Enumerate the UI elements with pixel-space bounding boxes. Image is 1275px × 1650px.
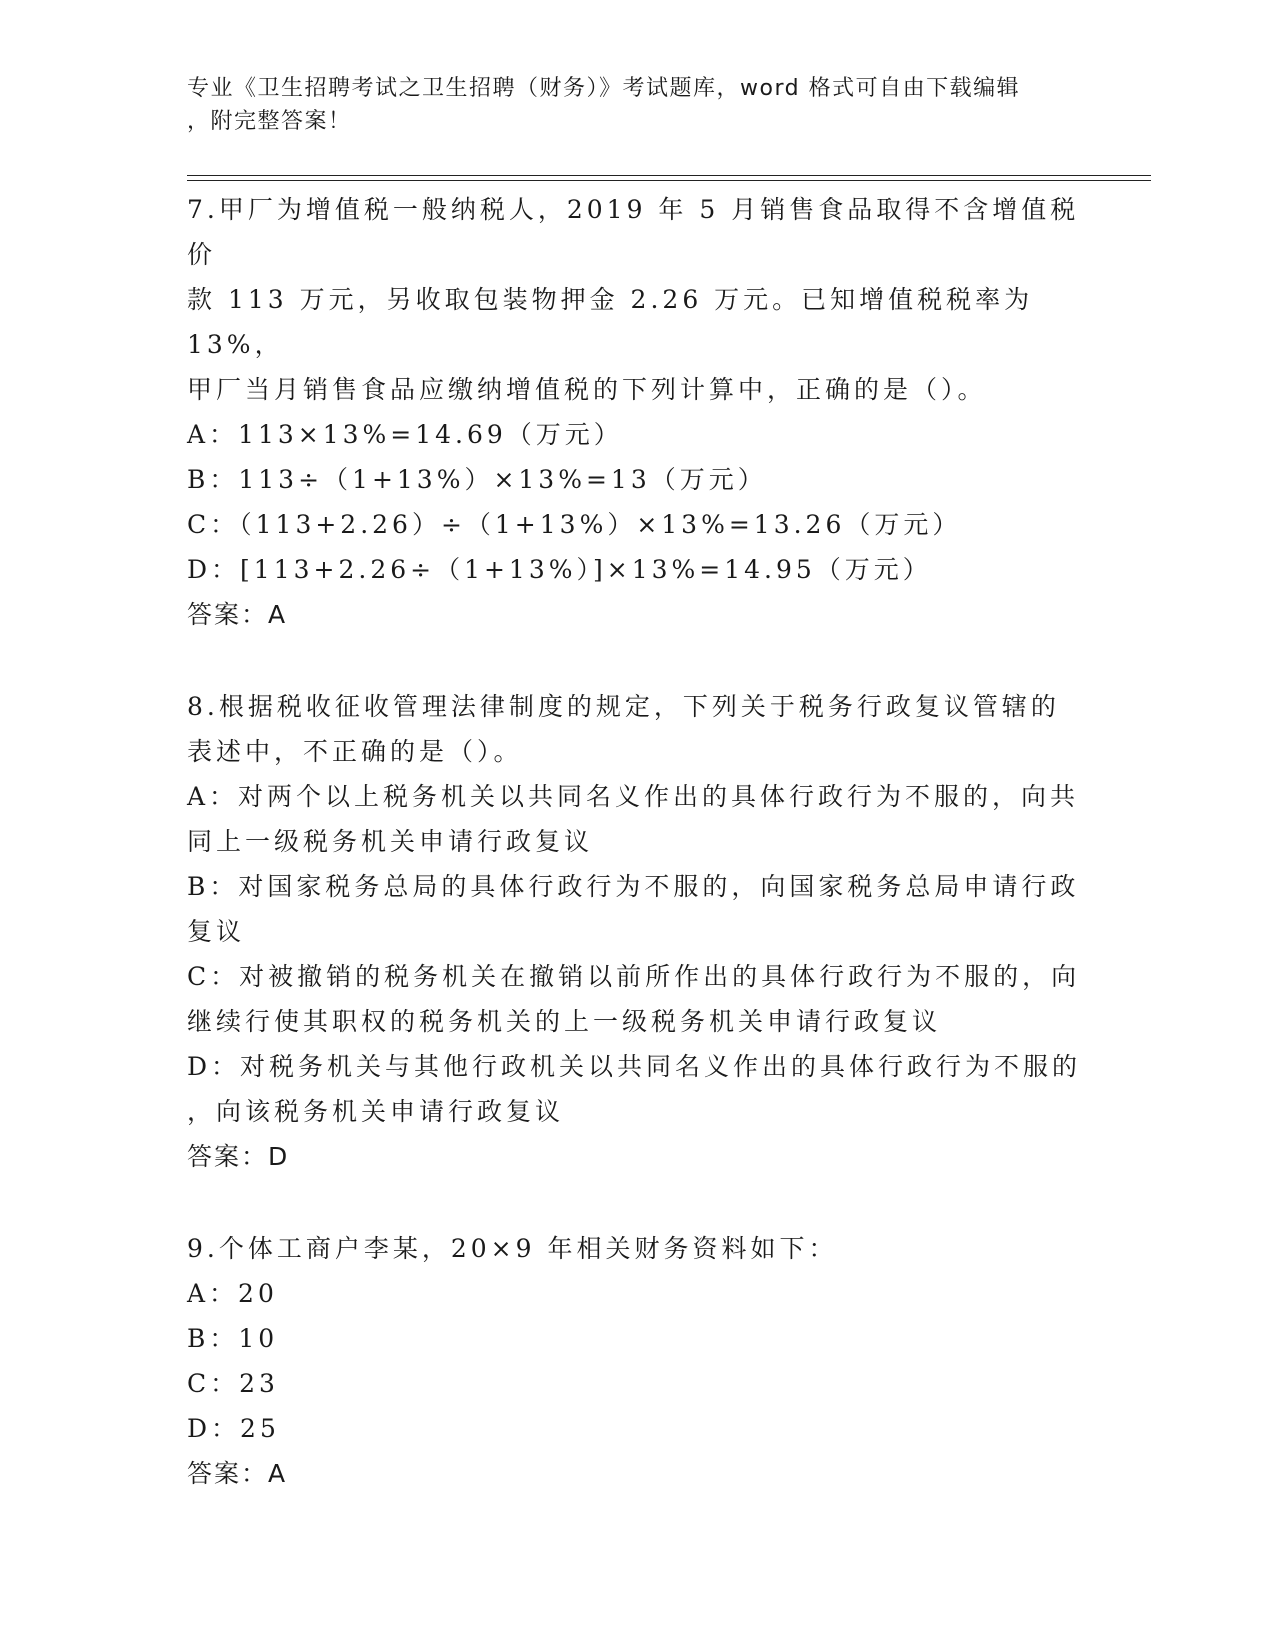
question-8-option-c-cont: 继续行使其职权的税务机关的上一级税务机关申请行政复议 [187,1007,942,1036]
question-8-option-a-cont: 同上一级税务机关申请行政复议 [187,827,594,856]
question-8-text-line: 8.根据税收征收管理法律制度的规定，下列关于税务行政复议管辖的 [187,692,1060,721]
question-8-option-b-cont: 复议 [187,917,246,946]
question-7-option-a: A：113×13%=14.69（万元） [187,420,623,449]
question-8-option-a: A：对两个以上税务机关以共同名义作出的具体行政行为不服的，向共 [187,782,1080,811]
header-line-1: 专业《卫生招聘考试之卫生招聘（财务）》考试题库，word 格式可自由下载编辑 [187,76,1021,101]
question-9-option-c: C：23 [187,1369,279,1398]
question-9 [187,1226,1087,1496]
question-7-option-d: D：[113+2.26÷（1+13%）]×13%=14.95（万元） [187,555,932,584]
question-7-answer: 答案：A [187,600,288,629]
question-9-answer: 答案：A [187,1459,288,1488]
question-9-text-line: 9.个体工商户李某，20×9 年相关财务资料如下： [187,1234,838,1263]
question-8-option-b: B：对国家税务总局的具体行政行为不服的，向国家税务总局申请行政 [187,872,1080,901]
question-9-option-b: B：10 [187,1324,279,1353]
question-9-option-a: A：20 [187,1279,278,1308]
question-list [187,187,1087,1543]
document-header [187,72,1067,138]
header-line-2: ，附完整答案！ [187,109,352,134]
question-7-text-line: 甲厂当月销售食品应缴纳增值税的下列计算中，正确的是（）。 [187,375,987,404]
question-7-text-line: 款 113 万元，另收取包装物押金 2.26 万元。已知增值税税率为 13%， [187,285,1034,359]
question-8-option-c: C：对被撤销的税务机关在撤销以前所作出的具体行政行为不服的，向 [187,962,1081,991]
question-7-option-c: C：（113+2.26）÷（1+13%）×13%=13.26（万元） [187,510,962,539]
question-8-answer: 答案：D [187,1142,290,1171]
question-8-text-line: 表述中，不正确的是（）。 [187,737,523,766]
question-9-option-d: D：25 [187,1414,280,1443]
question-7-option-b: B：113÷（1+13%）×13%=13（万元） [187,465,767,494]
header-divider-top [187,175,1151,176]
question-8-option-d: D：对税务机关与其他行政机关以共同名义作出的具体行政行为不服的 [187,1052,1082,1081]
question-8-option-d-cont: ，向该税务机关申请行政复议 [187,1097,565,1126]
question-7-text-line: 7.甲厂为增值税一般纳税人，2019 年 5 月销售食品取得不含增值税价 [187,195,1080,269]
question-7 [187,187,1087,637]
header-divider-bottom [187,180,1151,181]
question-8 [187,684,1087,1179]
